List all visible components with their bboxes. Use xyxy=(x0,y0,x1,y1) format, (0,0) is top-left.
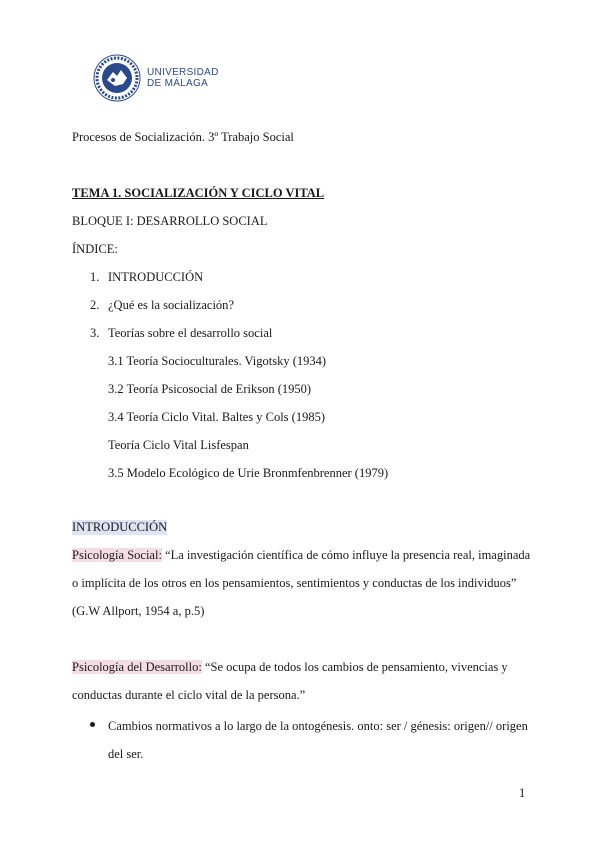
bullet-icon xyxy=(90,722,95,727)
index-heading: ÍNDICE: xyxy=(72,242,118,256)
page-number: 1 xyxy=(519,786,526,800)
psicologia-social-label: Psicología Social: xyxy=(72,548,162,562)
sub-item: Teoría Ciclo Vital Lisfespan xyxy=(108,438,249,452)
index-number: 2. xyxy=(90,298,100,312)
psicologia-social-text: “La investigación científica de cómo influye la presencia real, imaginada o implícita de los otros en los pensamientos, sentimientos y conductas de los individuos” (G.W Allport, 1954 a, p.5) xyxy=(72,548,531,618)
sub-item: 3.5 Modelo Ecológico de Urie Bronmfenbrenner (1979) xyxy=(108,466,389,480)
topic-title: TEMA 1. SOCIALIZACIÓN Y CICLO VITAL xyxy=(72,186,325,200)
psicologia-desarrollo-text: “Se ocupa de todos los cambios de pensamiento, vivencias y conductas durante el ciclo vital de la persona.” xyxy=(72,660,508,702)
sub-item: 3.2 Teoría Psicosocial de Erikson (1950) xyxy=(108,382,312,396)
index-item-introduccion: INTRODUCCIÓN xyxy=(108,270,204,284)
logo-line-2: DE MÁLAGA xyxy=(147,78,209,89)
index-item-teorias: Teorías sobre el desarrollo social xyxy=(108,326,273,340)
index-number: 1. xyxy=(90,270,100,284)
university-logo xyxy=(93,54,253,104)
course-header: Procesos de Socialización. 3º Trabajo Social xyxy=(72,130,294,144)
university-seal-icon xyxy=(93,54,141,102)
index-number: 3. xyxy=(90,326,100,340)
psicologia-desarrollo-paragraph xyxy=(72,653,532,709)
logo-line-1: UNIVERSIDAD xyxy=(147,67,219,78)
index-item-socializacion: ¿Qué es la socialización? xyxy=(108,298,234,312)
intro-heading: INTRODUCCIÓN xyxy=(72,520,168,534)
psicologia-desarrollo-label: Psicología del Desarrollo: xyxy=(72,660,202,674)
block-title: BLOQUE I: DESARROLLO SOCIAL xyxy=(72,214,268,228)
sub-item: 3.4 Teoría Ciclo Vital. Baltes y Cols (1985) xyxy=(108,410,325,424)
sub-item: 3.1 Teoría Socioculturales. Vigotsky (1934) xyxy=(108,354,327,368)
bullet-item: Cambios normativos a lo largo de la ontogénesis. onto: ser / génesis: origen// origen del ser. xyxy=(108,719,528,761)
psicologia-social-paragraph xyxy=(72,541,532,625)
